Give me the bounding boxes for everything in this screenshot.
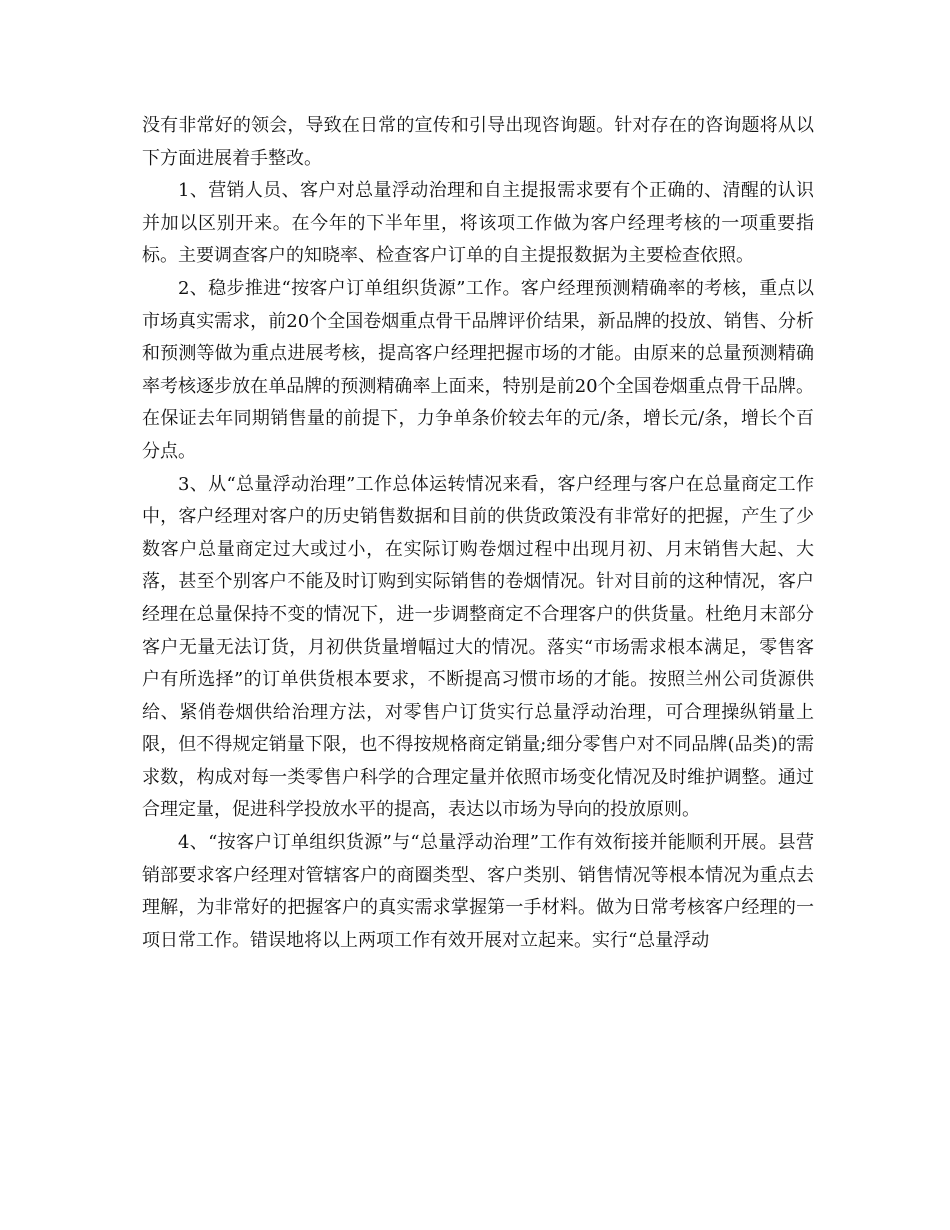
paragraph-continuation: 没有非常好的领会，导致在日常的宣传和引导出现咨询题。针对存在的咨询题将从以下方面进展着手整改。: [142, 115, 814, 169]
paragraph-item-1: 1、营销人员、客户对总量浮动治理和自主提报需求要有个正确的、清醒的认识并加以区别开来。在今年的下半年里，将该项工作做为客户经理考核的一项重要指标。主要调查客户的知晓率、检查客户订单的自主提报数据为主要检查依照。: [142, 180, 814, 267]
paragraph-item-2: 2、稳步推进“按客户订单组织货源”工作。客户经理预测精确率的考核，重点以市场真实需求，前20个全国卷烟重点骨干品牌评价结果，新品牌的投放、销售、分析和预测等做为重点进展考核，提高客户经理把握市场的才能。由原来的总量预测精确率考核逐步放在单品牌的预测精确率上面来，特别是前20个全国卷烟重点骨干品牌。在保证去年同期销售量的前提下，力争单条价较去年的元/条，增长元/条，增长个百分点。: [142, 277, 815, 462]
document-body: [142, 110, 814, 957]
paragraph-item-3: 3、从“总量浮动治理”工作总体运转情况来看，客户经理与客户在总量商定工作中，客户经理对客户的历史销售数据和目前的供货政策没有非常好的把握，产生了少数客户总量商定过大或过小，在实际订购卷烟过程中出现月初、月末销售大起、大落，甚至个别客户不能及时订购到实际销售的卷烟情况。针对目前的这种情况，客户经理在总量保持不变的情况下，进一步调整商定不合理客户的供货量。杜绝月末部分客户无量无法订货，月初供货量增幅过大的情况。落实“市场需求根本满足，零售客户有所选择”的订单供货根本要求，不断提高习惯市场的才能。按照兰州公司货源供给、紧俏卷烟供给治理方法，对零售户订货实行总量浮动治理，可合理操纵销量上限，但不得规定销量下限，也不得按规格商定销量;细分零售户对不同品牌(品类)的需求数，构成对每一类零售户科学的合理定量并依照市场变化情况及时维护调整。通过合理定量，促进科学投放水平的提高，表达以市场为导向的投放原则。: [142, 473, 814, 821]
paragraph-item-4: 4、“按客户订单组织货源”与“总量浮动治理”工作有效衔接并能顺利开展。县营销部要求客户经理对管辖客户的商圈类型、客户类别、销售情况等根本情况为重点去理解，为非常好的把握客户的真实需求掌握第一手材料。做为日常考核客户经理的一项日常工作。错误地将以上两项工作有效开展对立起来。实行“总量浮动: [142, 832, 814, 951]
